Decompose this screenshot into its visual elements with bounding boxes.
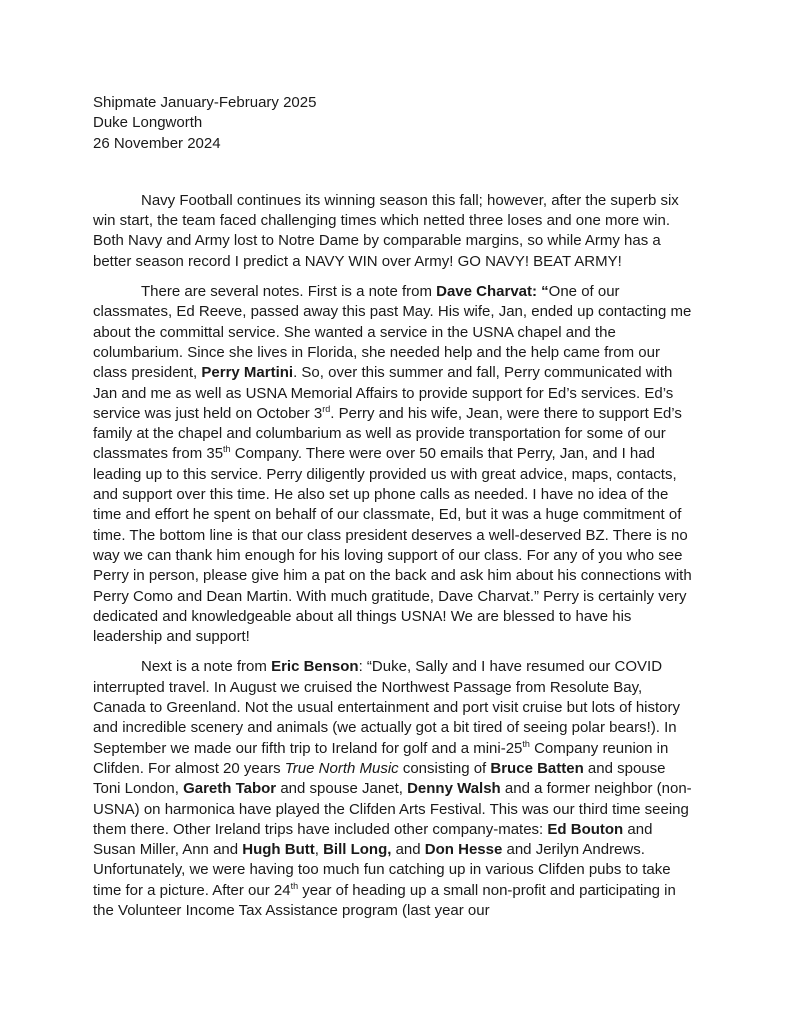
paragraph	[93, 191, 695, 272]
paragraph	[93, 657, 695, 921]
bold-name: Eric Benson	[271, 658, 359, 676]
publication-line: Shipmate January-February 2025	[93, 94, 317, 111]
text-run: Company. There were over 50 emails that Perry, Jan, and I had leading up to this service. Perry diligently provided us with great advice, maps, contacts, and support over this time. He also set up phone calls as needed. I have no idea of the time and effort he spent on behalf of our classmate, Ed, but it was a huge commitment of time. The bottom line is that our class president deserves a well-deserved BZ. There is no way we can thank him enough for his loving support of our class. For any of you who see Perry in person, please give him a pat on the back and ask him about his connections with Perry Como and Dean Martin. With much gratitude, Dave Charvat.” Perry is certainly very dedicated and knowledgeable about all things USNA! We are blessed to have his leadership and support!	[93, 445, 692, 646]
text-run: Navy Football continues its winning season this fall; however, after the superb six win start, the team faced challenging times which netted three loses and one more win. Both Navy and Army lost to Notre Dame by comparable margins, so while Army has a better season record I predict a NAVY WIN over Army! GO NAVY! BEAT ARMY!	[93, 191, 679, 270]
bold-name: Dave Charvat: “	[436, 283, 549, 301]
text-run: and spouse Toni London,	[93, 759, 666, 798]
date-line: 26 November 2024	[93, 134, 221, 152]
text-run: ,	[314, 841, 324, 859]
text-run: and Susan Miller, Ann and	[93, 820, 653, 859]
text-run: year of heading up a small non-profit and participating in the Volunteer Income Tax Assistance program (last year our	[93, 881, 676, 919]
text-run: There are several notes. First is a note from	[141, 283, 437, 301]
superscript: th	[522, 738, 530, 749]
paragraph	[93, 282, 695, 647]
bold-name: Bill Long,	[323, 841, 392, 859]
superscript: th	[223, 444, 231, 455]
text-run: One of our classmates, Ed Reeve, passed away this past May. His wife, Jan, ended up contacting me about the committal service. She wanted a service in the USNA chapel and the columbarium. Since she lives in Florida, she needed help and the help came from our class president,	[93, 283, 692, 382]
superscript: rd	[322, 403, 331, 414]
text-run: and	[391, 841, 425, 859]
superscript: th	[290, 880, 299, 891]
bold-name: Bruce Batten	[490, 759, 584, 777]
text-run: consisting of	[398, 759, 491, 777]
italic-text: True North Music	[284, 759, 399, 777]
text-run: . So, over this summer and fall, Perry communicated with Jan and me as well as USNA Memorial Affairs to provide support for Ed’s services. Ed’s service was just held on October 3	[93, 364, 674, 422]
text-run: : “Duke, Sally and I have resumed our COVID interrupted travel. In August we cruised the Northwest Passage from Resolute Bay, Canada to Greenland. Not the usual entertainment and port visit cruise but lots of history and incredible scenery and animals (we actually got a bit tired of seeing polar bears!). In September we made our fifth trip to Ireland for golf and a mini-25	[93, 658, 680, 757]
bold-name: Ed Bouton	[547, 820, 624, 838]
text-run: Company reunion in Clifden. For almost 20 years	[93, 739, 669, 777]
bold-name: Gareth Tabor	[183, 780, 277, 798]
document-header	[93, 93, 695, 154]
text-run: Next is a note from	[141, 658, 272, 676]
text-run: and spouse Janet,	[276, 780, 408, 798]
author-line: Duke Longworth	[93, 114, 203, 132]
text-run: and Jerilyn Andrews. Unfortunately, we were having too much fun catching up in various Clifden pubs to take time for a picture. After our 24	[93, 841, 671, 899]
bold-name: Don Hesse	[424, 841, 503, 859]
bold-name: Hugh Butt	[242, 841, 315, 859]
bold-name: Denny Walsh	[407, 780, 501, 798]
text-run: . Perry and his wife, Jean, were there to support Ed’s family at the chapel and columbarium as well as provide transportation for some of our classmates from 35	[93, 404, 682, 463]
text-run: and a former neighbor (non-USNA) on harmonica have played the Clifden Arts Festival. This was our third time seeing them there. Other Ireland trips have included other company-mates:	[93, 780, 692, 838]
body-text	[93, 191, 695, 921]
bold-name: Perry Martini	[201, 364, 294, 382]
